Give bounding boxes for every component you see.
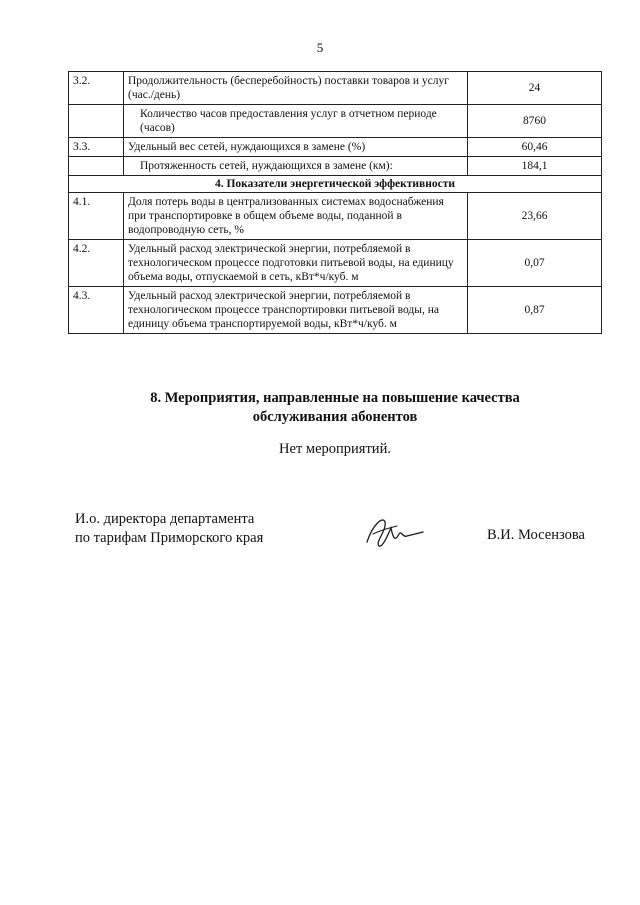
table-row	[69, 105, 602, 138]
row-value: 0,07	[468, 240, 602, 287]
row-name: Количество часов предоставления услуг в отчетном периоде (часов)	[124, 105, 468, 138]
section-8-title-line-2: обслуживания абонентов	[252, 409, 418, 425]
table-row	[69, 287, 602, 334]
signatory-name: В.И. Мосензова	[487, 527, 585, 543]
section-8-body: Нет мероприятий.	[279, 441, 391, 457]
signatory-position-line-1: И.о. директора департамента	[75, 511, 255, 527]
row-number: 3.3.	[69, 138, 124, 157]
table-row	[69, 240, 602, 287]
section-header: 4. Показатели энергетической эффективности	[69, 176, 602, 193]
row-name: Протяженность сетей, нуждающихся в замене (км):	[124, 157, 468, 176]
row-name: Удельный расход электрической энергии, потребляемой в технологическом процессе транспортировки питьевой воды, на единицу объема транспортируемой воды, кВт*ч/куб. м	[124, 287, 468, 334]
signatory-position	[75, 510, 263, 548]
row-value: 60,46	[468, 138, 602, 157]
table-row	[69, 138, 602, 157]
table-row	[69, 157, 602, 176]
row-name: Удельный вес сетей, нуждающихся в замене (%)	[124, 138, 468, 157]
row-name: Продолжительность (бесперебойность) поставки товаров и услуг (час./день)	[124, 72, 468, 105]
section-8-title-line-1: 8. Мероприятия, направленные на повышение качества	[150, 390, 520, 406]
section-header-row	[69, 176, 602, 193]
handwritten-signature	[363, 512, 425, 552]
row-number	[69, 157, 124, 176]
section-8-heading	[0, 389, 640, 427]
row-number	[69, 105, 124, 138]
row-value: 23,66	[468, 193, 602, 240]
row-value: 8760	[468, 105, 602, 138]
row-value: 184,1	[468, 157, 602, 176]
row-value: 24	[468, 72, 602, 105]
page-number: 5	[316, 40, 324, 55]
row-number: 4.2.	[69, 240, 124, 287]
table-row	[69, 193, 602, 240]
row-name: Удельный расход электрической энергии, потребляемой в технологическом процессе подготовки питьевой воды, на единицу объема воды, отпускаемой в сеть, кВт*ч/куб. м	[124, 240, 468, 287]
signatory-position-line-2: по тарифам Приморского края	[75, 530, 264, 546]
row-name: Доля потерь воды в централизованных системах водоснабжения при транспортировке в общем объеме воды, поданной в водопроводную сеть, %	[124, 193, 468, 240]
row-value: 0,87	[468, 287, 602, 334]
row-number: 4.3.	[69, 287, 124, 334]
table-row	[69, 72, 602, 105]
row-number: 4.1.	[69, 193, 124, 240]
row-number: 3.2.	[69, 72, 124, 105]
indicators-table	[68, 71, 602, 334]
